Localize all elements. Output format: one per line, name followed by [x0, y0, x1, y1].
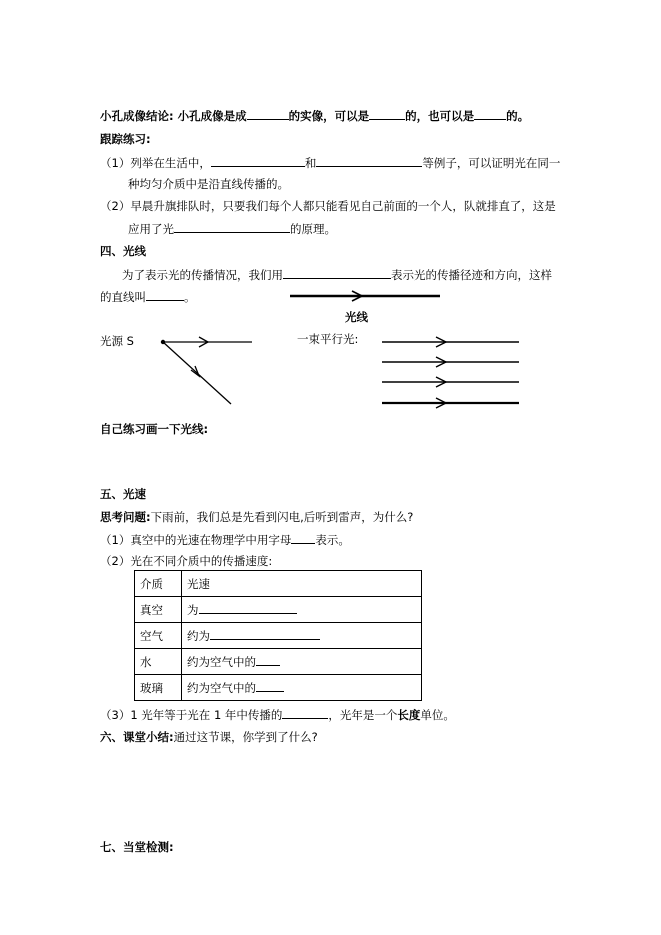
blank-glass-speed[interactable] [256, 679, 284, 692]
ray-diagram-single [290, 291, 440, 301]
light-speed-table [134, 570, 422, 701]
blank-water-speed[interactable] [256, 653, 280, 666]
table-cell-speed [182, 649, 422, 675]
pinhole-text-a: 小孔成像是成 [177, 109, 247, 123]
blank-vacuum-speed[interactable] [199, 601, 297, 614]
practice-q1-text-b: 和 [304, 156, 317, 170]
table-cell-speed-text: 约为空气中的 [187, 655, 256, 669]
table-cell-medium: 水 [135, 649, 182, 675]
section4-text-c: 的直线叫 [100, 290, 146, 304]
think-question [100, 509, 413, 525]
section6-text: 通过这节课，你学到了什么? [173, 730, 318, 744]
table-header-row [135, 571, 422, 597]
practice-title: 跟踪练习: [100, 132, 151, 146]
parallel-light-label: 一束平行光: [297, 332, 359, 346]
table-row [135, 649, 422, 675]
section7-title: 七、当堂检测: [100, 840, 174, 854]
draw-practice-prompt: 自己练习画一下光线: [100, 422, 209, 436]
section6 [100, 729, 318, 745]
blank-light-speed-symbol[interactable] [291, 531, 315, 544]
practice-q2-text-c: 的原理。 [290, 222, 336, 236]
section5-title: 五、光速 [100, 487, 146, 501]
speed-q3-text-b: ，光年是一个 [328, 708, 398, 722]
speed-q2: （2）光在不同介质中的传播速度: [100, 554, 273, 568]
light-source-label: 光源 S [100, 334, 134, 348]
table-row [135, 675, 422, 701]
practice-q2-line1: （2）早晨升旗排队时，只要我们每个人都只能看见自己前面的一个人，队就排直了，这是 [100, 199, 556, 213]
think-question-head: 思考问题: [100, 510, 151, 524]
table-header-speed: 光速 [182, 571, 422, 597]
ray-label: 光线 [345, 310, 368, 324]
section4-title: 四、光线 [100, 244, 146, 258]
section4-text-b: 表示光的传播径迹和方向，这样 [391, 268, 552, 282]
section4-text-d: 。 [184, 290, 196, 304]
speed-q1-text-a: （1）真空中的光速在物理学中用字母 [100, 533, 292, 547]
speed-q1 [100, 531, 350, 548]
table-row [135, 623, 422, 649]
speed-q3 [100, 706, 455, 723]
speed-q3-text-a: （3）1 光年等于光在 1 年中传播的 [100, 708, 283, 722]
speed-q1-text-b: 表示。 [315, 533, 350, 547]
blank-air-speed[interactable] [210, 627, 320, 640]
table-cell-speed-text: 约为 [187, 629, 210, 643]
speed-q3-bold: 长度 [397, 708, 421, 722]
table-cell-speed-text: 为 [187, 603, 199, 617]
table-cell-medium: 真空 [135, 597, 182, 623]
ray-diagram-parallel [382, 337, 519, 408]
practice-q1-text-c: 等例子，可以证明光在同一 [422, 156, 561, 170]
practice-q2-text-b: 应用了光 [128, 222, 174, 236]
table-row [135, 597, 422, 623]
blank-light-year[interactable] [282, 706, 328, 719]
ray-diagram-source [161, 337, 252, 404]
table-cell-medium: 空气 [135, 623, 182, 649]
section6-title: 六、课堂小结: [100, 730, 174, 744]
table-cell-speed [182, 623, 422, 649]
table-cell-speed [182, 597, 422, 623]
pinhole-text-d: 的。 [506, 109, 530, 123]
speed-q3-text-c: 单位。 [420, 708, 455, 722]
pinhole-text-c: 的，也可以是 [405, 109, 475, 123]
pinhole-conclusion-head: 小孔成像结论: [100, 109, 174, 123]
table-cell-medium: 玻璃 [135, 675, 182, 701]
pinhole-text-b: 的实像，可以是 [288, 109, 370, 123]
think-question-text: 下雨前，我们总是先看到闪电,后听到雷声，为什么? [150, 510, 414, 524]
table-header-medium: 介质 [135, 571, 182, 597]
practice-q1-line2: 种均匀介质中是沿直线传播的。 [128, 177, 289, 191]
table-cell-speed-text: 约为空气中的 [187, 681, 256, 695]
section4-text-a: 为了表示光的传播情况，我们用 [122, 268, 283, 282]
table-cell-speed [182, 675, 422, 701]
practice-q1-text-a: （1）列举在生活中， [100, 156, 211, 170]
